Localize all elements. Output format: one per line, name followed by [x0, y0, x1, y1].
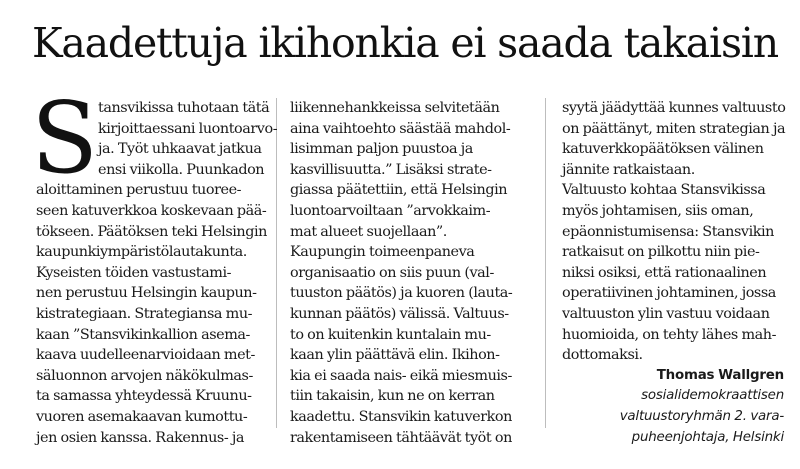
author-role: puheenjohtaja, Helsinki: [631, 429, 784, 445]
text-line: ja. Työt uhkaavat jatkua: [98, 141, 262, 158]
text-line: vuoren asemakaavan kumottu-: [36, 408, 248, 425]
text-line: valtuuston ylin vastuu voidaan: [562, 305, 770, 322]
text-line: tansvikissa tuhotaan tätä: [98, 100, 270, 116]
text-line: operatiivinen johtaminen, jossa: [562, 285, 776, 302]
text-line: myös johtamisen, siis oman,: [562, 202, 754, 219]
text-line: ta samassa yhteydessä Kruunu-: [36, 388, 252, 405]
text-line: kirjoittaessani luontoarvo-: [98, 120, 278, 137]
text-line: liikennehankkeissa selvitetään: [290, 100, 500, 116]
text-line: syytä jäädyttää kunnes valtuusto: [562, 100, 786, 116]
text-line: kaan ylin päättävä elin. Ikihon-: [290, 347, 500, 364]
drop-cap: S: [31, 82, 98, 196]
text-line: ratkaisut on pilkottu niin pie-: [562, 244, 760, 261]
author-signature: [562, 366, 784, 448]
text-line: on päättänyt, miten strategian ja: [562, 120, 786, 137]
article-headline: Kaadettuja ikihonkia ei saada takaisin: [32, 19, 778, 67]
text-line: seen katuverkkoa koskevaan pää-: [36, 202, 267, 219]
article-column-3: [562, 98, 784, 448]
text-line: kaan ”Stansvikinkallion asema-: [36, 326, 250, 343]
text-line: mat alueet suojellaan”.: [290, 223, 447, 240]
text-line: jen osien kanssa. Rakennus- ja: [36, 429, 245, 446]
author-role: valtuustoryhmän 2. vara-: [619, 408, 784, 424]
article-column-2: [290, 98, 520, 448]
text-line: niksi osiksi, että rationaalinen: [562, 264, 767, 281]
text-line: epäonnistumisensa: Stansvikin: [562, 223, 774, 240]
text-line: Valtuusto kohtaa Stansvikissa: [562, 182, 766, 199]
text-line: tökseen. Päätöksen teki Helsingin: [36, 223, 267, 240]
article-column-1: [31, 82, 278, 448]
text-line: kaava uudelleenarvioidaan met-: [36, 347, 255, 364]
text-line: aina vaihtoehto säästää mahdol-: [290, 120, 511, 137]
author-name: Thomas Wallgren: [656, 367, 784, 383]
text-line: dottomaksi.: [562, 347, 643, 364]
text-line: ensi viikolla. Puunkadon: [98, 161, 265, 178]
text-line: katuverkkopäätöksen välinen: [562, 141, 764, 158]
text-line: tiin takaisin, kun ne on kerran: [290, 388, 495, 405]
text-line: lisimman paljon puustoa ja: [290, 141, 473, 158]
text-line: kaadettu. Stansvikin katuverkon: [290, 408, 512, 425]
text-line: jännite ratkaistaan.: [562, 161, 695, 178]
text-line: Kyseisten töiden vastustami-: [36, 264, 232, 281]
text-line: huomioida, on tehty lähes mah-: [562, 326, 776, 343]
text-line: rakentamiseen tähtäävät työt on: [290, 429, 512, 446]
text-line: säluonnon arvojen näkökulmas-: [36, 367, 253, 384]
text-line: giassa päätettiin, että Helsingin: [290, 182, 508, 199]
text-line: organisaatio on siis puun (val-: [290, 264, 494, 281]
text-line: nen perustuu Helsingin kaupun-: [36, 285, 257, 302]
author-role: sosialidemokraattisen: [641, 388, 784, 404]
text-line: kunnan päätös) välissä. Valtuus-: [290, 305, 509, 322]
text-line: kaupunkiympäristölautakunta.: [36, 244, 247, 261]
text-line: Kaupungin toimeenpaneva: [290, 244, 475, 261]
text-line: to on kuitenkin kuntalain mu-: [290, 326, 491, 343]
text-line: tuuston päätös) ja kuoren (lauta-: [290, 285, 513, 302]
text-line: kia ei saada nais- eikä miesmuis-: [290, 367, 512, 384]
text-line: luontoarvoiltaan ”arvokkaim-: [290, 202, 491, 219]
column-divider: [276, 98, 277, 428]
column-divider: [545, 98, 546, 428]
text-line: aloittaminen perustuu tuoree-: [36, 182, 242, 199]
text-line: kasvillisuutta.” Lisäksi strate-: [290, 161, 492, 178]
text-line: kistrategiaan. Strategiansa mu-: [36, 305, 253, 322]
